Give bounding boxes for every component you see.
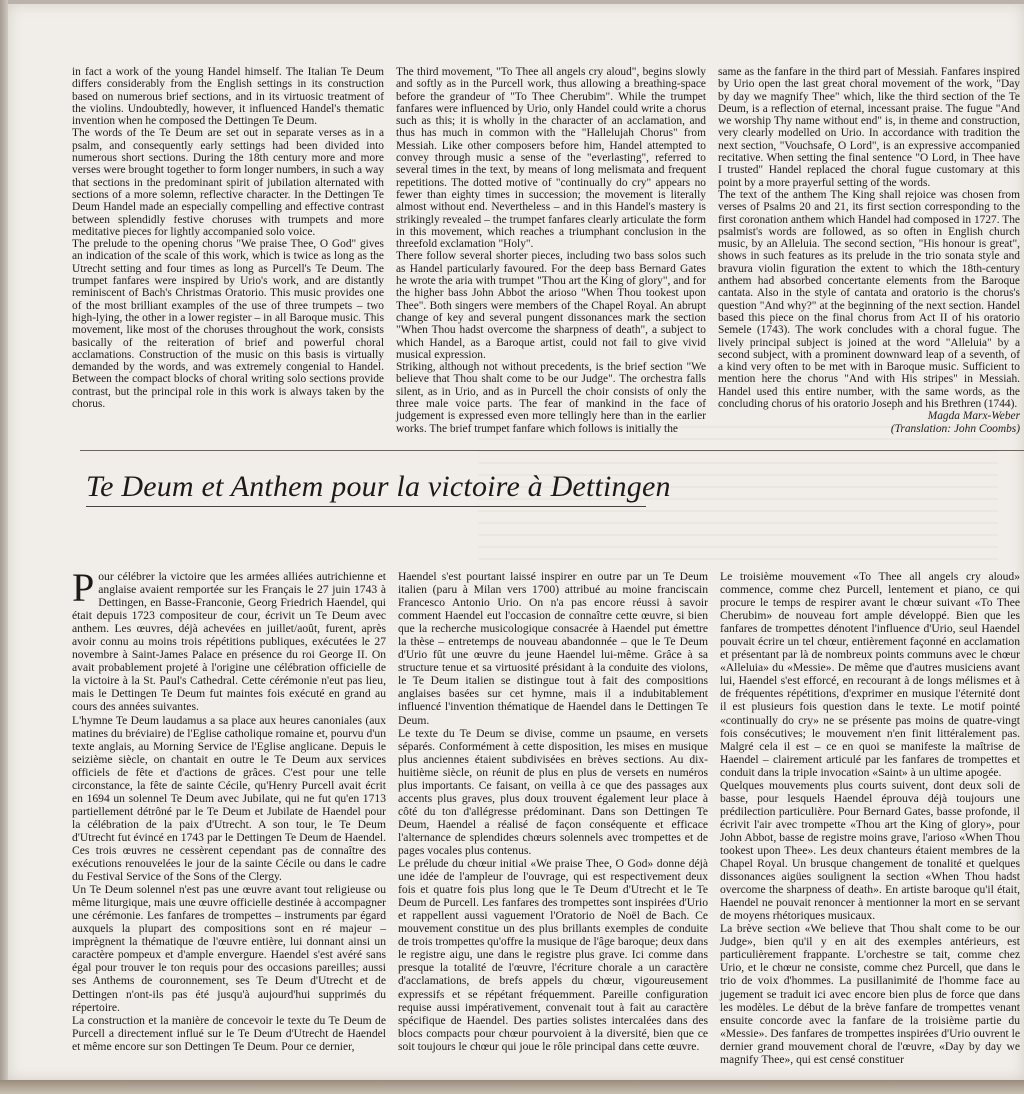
page-left-edge [0,0,8,1094]
paragraph: Le texte du Te Deum se divise, comme un psaume, en versets séparés. Conformément à cette disposition, les mises en musique plus anciennes étaient subdivisées en brèves sections. Au dix-huitième siècle, on réunit de plus en plus de versets en numéros plus importants. Ce faisant, on veilla à ce que des passages aux accents plus graves, plus doux trouvent également leur place à côté du ton d'allégresse prédominant. Dans son Dettingen Te Deum, Haendel a réalisé de façon conséquente et efficace l'alternance de splendides chœurs solennels avec trompettes et de pages vocales plus contenus. [398,726,708,857]
english-column-1 [72,66,384,410]
french-column-1 [72,565,386,1053]
paragraph: The prelude to the opening chorus "We praise Thee, O God" gives an indication of the scale of this work, which is twice as long as the Utrecht setting and four times as long as Purcell's Te Deum. The trumpet fanfares were inspired by Urio's work, and are distantly reminiscent of Bach's Christmas Oratorio. This music provides one of the most brilliant examples of the use of three trumpets – two high-lying, the other in a lower register – in all Baroque music. This movement, like most of the choruses throughout the work, consists basically of the reiteration of brief and powerful choral acclamations. Construction of the music on this basis is virtually demanded by the words, and was extremely congenial to Handel. Between the compact blocks of choral writing solo sections provide contrast, but the principal role in this work is always taken by the chorus. [72,238,384,411]
paragraph: The words of the Te Deum are set out in separate verses as in a psalm, and consequently early settings had been divided into numerous short sections. During the 18th century more and more verses were brought together to form longer numbers, in such a way that sections in the predominant spirit of jubilation alternated with sections of a more solemn, reflective character. In the Dettingen Te Deum Handel made an especially compelling and effective contrast between splendidly festive choruses with trumpets and more meditative pieces for lightly accompanied solo voice. [72,127,384,238]
paragraph [72,565,386,714]
translator-credit: (Translation: John Coombs) [890,422,1020,435]
author-signature: Magda Marx-Weber [927,410,1020,423]
paragraph: L'hymne Te Deum laudamus a sa place aux heures canoniales (aux matines du bréviaire) de l'Eglise catholique romaine et, pourvu d'un texte anglais, au Morning Service de l'Eglise anglicane. Depuis le seizième siècle, on chantait en outre le Te Deum aux services officiels de fête et d'actions de grâces. C'est pour une telle circonstance, la fête de sainte Cécile, qu'Henry Purcell avait écrit en 1694 un solennel Te Deum avec Jubilate, qui ne fut qu'en 1713 partiellement détrôné par le Te Deum et Jubilate de Haendel pour la célébration de la paix d'Utrecht. A son tour, le Te Deum d'Utrecht fut évincé en 1743 par le Dettingen Te Deum de Haendel. Ces trois œuvres ne cessèrent cependant pas de connaître des exécutions renouvelées le jour de la sainte Cécile ou dans le cadre du Festival Service of the Sons of the Clergy. [72,713,386,884]
paragraph: Quelques mouvements plus courts suivent, dont deux soli de basse, pour lesquels Haendel éprouva déjà toujours une prédilection particulière. Pour Bernard Gates, basse profonde, il écrivit l'air avec trompette «Thou art the King of glory», pour John Abbot, basse de registre moins grave, l'arioso «When Thou tookest upon Thee». Les deux chanteurs étaient membres de la Chapel Royal. Un brusque changement de tonalité et quelques dissonances aigües soulignent la section «When Thou hadst overcome the sharpness of death». En artiste baroque qu'il était, Haendel ne pouvait renoncer à mentionner la mort en se servant de moyens rhétoriques musicaux. [720,778,1020,923]
french-section-title: Te Deum et Anthem pour la victoire à Dettingen [86,470,671,503]
drop-cap: P [72,565,95,610]
paragraph: in fact a work of the young Handel himself. The Italian Te Deum differs considerably from the English settings in its construction based on numerous brief sections, and in its virtuosic treatment of the violins. Undoubtedly, however, it influenced Handel's thematic invention when he composed the Dettingen Te Deum. [72,66,384,128]
french-column-3 [720,570,1020,1066]
paragraph: Le troisième mouvement «To Thee all angels cry aloud» commence, comme chez Purcell, lentement et piano, ce qui procure le temps de respirer avant le chœur suivant «To Thee Cherubim» de nouveau fort ample développé. Bien que les fanfares de trompettes dénotent l'influence d'Urio, seul Haendel pouvait écrire un tel chœur, entièrement façonné en acclamation et présentant par là de nombreux points communs avec le chœur «Alleluia» du «Messie». De même que d'autres musiciens avant lui, Haendel s'est efforcé, en recourant à de longs mélismes et à de fréquentes répétitions, d'exprimer en musique l'éternité dont il est plusieurs fois question dans le texte. Le motif pointé «continually do cry» ne se présente pas moins de quatre-vingt fois consécutives; le mouvement n'en finit littéralement pas. Malgré cela il est – ce en quoi se manifeste la maîtrise de Haendel – clairement articulé par les fanfares de trompettes et conduit dans la triple invocation «Saint» à un ultime apogée. [720,570,1020,779]
paragraph: Striking, although not without precedents, is the brief section "We believe that Thou shalt come to be our Judge". The orchestra falls silent, as in Urio, and as in Purcell the choir consists of only the three male voice parts. The fear of mankind in the face of judgement is expressed even more tellingly here than in the earlier works. The brief trumpet fanfare which follows is initially the [396,361,706,435]
paragraph: La brève section «We believe that Thou shalt come to be our Judge», bien qu'il y en ait des exemples antérieurs, est particulièrement frappante. L'orchestre se tait, comme chez Urio, et le chœur ne consiste, comme chez Purcell, que dans le trio de voix d'hommes. La pusillanimité de l'homme face au jugement se traduit ici avec encore bien plus de force que dans les modèles. Le début de la brève fanfare de trompettes venant ensuite concorde avec la fanfare de la troisième partie du «Messie». Des fanfares de trompettes inspirées d'Urio ouvrent le dernier grand mouvement choral de l'œuvre, «Day by day we magnify Thee», qui est censé constituer [720,922,1020,1066]
paragraph: Un Te Deum solennel n'est pas une œuvre avant tout religieuse ou même liturgique, mais une œuvre officielle destinée à accompagner une cérémonie. Les fanfares de trompettes – instruments par égard auxquels la plupart des compositions sont en ré majeur – imprègnent la thématique de l'œuvre entière, lui donnant ainsi un caractère pompeux et d'ample envergure. Haendel s'est avéré sans égal pour trouver le ton requis pour des occasions pareilles; aussi ses Anthems de couronnement, ses Te Deum d'Utrecht et de Dettingen n'ont-ils pas été jusqu'à aujourd'hui supprimés du répertoire. [72,883,386,1014]
paragraph: La construction et la manière de concevoir le texte du Te Deum de Purcell a directement influé sur le Te Deum d'Utrecht de Haendel et même encore sur son Dettingen Te Deum. Pour ce dernier, [72,1013,386,1053]
french-column-2 [398,570,708,1053]
paragraph: The third movement, "To Thee all angels cry aloud", begins slowly and softly as in the Purcell work, thus allowing a breathing-space before the grandeur of "To Thee Cherubim". While the trumpet fanfares were influenced by Urio, only Handel could write a chorus such as this; it is wholly in the character of an acclamation, and thus has much in common with the "Hallelujah Chorus" from Messiah. Like other composers before him, Handel attempted to convey through music a sense of the "everlasting", referred to several times in the text, by means of long melismata and frequent repetitions. The dotted motive of "continually do cry" appears no fewer than eighty times in succession; the movement is literally almost without end. Nevertheless – and in this Handel's mastery is strikingly revealed – the trumpet fanfares clearly articulate the form in this movement, which reaches a triumphant conclusion in the threefold exclamation "Holy". [396,66,706,251]
paragraph: There follow several shorter pieces, including two bass solos such as Handel particularly favoured. For the deep bass Bernard Gates he wrote the aria with trumpet "Thou art the King of glory", and for the higher bass John Abbot the arioso "When Thou tookest upon Thee". Both singers were members of the Chapel Royal. An abrupt change of key and several pungent dissonances mark the section "When Thou hadst overcome the sharpness of death", a subject to which Handel, as a Baroque artist, could not fail to give vivid musical expression. [396,250,706,361]
booklet-page [8,4,1024,1080]
section-divider [80,450,1024,451]
paragraph: The text of the anthem The King shall rejoice was chosen from verses of Psalms 20 and 21, its first section corresponding to the first coronation anthem which Handel had composed in 1727. The psalmist's words are followed, as so often in English church music, by an Alleluia. The second section, "His honour is great", shows in such features as its prelude in the trio sonata style and bravura violin figuration the extent to which the 18th-century anthem had absorbed concertante elements from the Baroque cantata. Also in the style of cantata and oratorio is the chorus's question "And why?" at the beginning of the next section. Handel based this piece on the final chorus from Act II of his oratorio Semele (1743). The work concludes with a choral fugue. The lively principal subject is joined at the word "Alleluia" by a second subject, with a prominent downward leap of a seventh, of a kind very often to be met with in Baroque music. Sufficient to mention here the chorus "And with His stripes" in Messiah. Handel used this entire number, with the same words, as the concluding chorus of his oratorio Joseph and his Brethren (1744). [718,188,1020,411]
english-column-3 [718,66,1020,435]
paragraph: Haendel s'est pourtant laissé inspirer en outre par un Te Deum italien (paru à Milan vers 1700) attribué au moine franciscain Francesco Antonio Urio. On n'a pas encore réussi à savoir comment Haendel eut l'occasion de connaître cette œuvre, si bien que la recherche musicologique consacrée à Haendel put émettre la thèse – entretemps de nouveau abandonnée – que le Te Deum d'Urio fût une œuvre du jeune Haendel lui-même. Grâce à sa structure tenue et sa virtuosité présidant à la conduite des violons, le Te Deum italien se distingue tout à fait des compositions anglaises basées sur cet hymne, mais il a indubitablement influencé l'invention thématique de Haendel dans le Dettingen Te Deum. [398,570,708,727]
paragraph-text: our célébrer la victoire que les armées alliées autrichienne et anglaise avaient remportée sur les Français le 27 juin 1743 à Dettingen, en Basse-Franconie, Georg Friedrich Haendel, qui était depuis 1723 compositeur de cour, écrivit un Te Deum avec anthem. Les œuvres, déjà achevées en juillet/août, furent, après avoir connu au moins trois répétitions publiques, exécutées le 27 novembre à Saint-James Palace en présence du roi George II. On avait probablement projeté à l'origine une célébration officielle de la victoire à la St. Paul's Cathedral. Cette cérémonie n'eut pas lieu, mais le Dettingen Te Deum fut maintes fois exécuté en grand au cours des années suivantes. [72,570,386,714]
paragraph: same as the fanfare in the third part of Messiah. Fanfares inspired by Urio open the last great choral movement of the work, "Day by day we magnify Thee" which, like the third section of the Te Deum, is a reflection of eternal, incessant praise. The fugue "And we worship Thy name without end" is, in theme and construction, very clearly modelled on Urio. In accordance with tradition the next section, "Vouchsafe, O Lord", is an expressive accompanied recitative. When setting the final sentence "O Lord, in Thee have I trusted" Handel replaced the choral fugue customary at this point by a more prayerful setting of the words. [718,66,1020,189]
paragraph: Le prélude du chœur initial «We praise Thee, O God» donne déjà une idée de l'ampleur de l'ouvrage, qui est respectivement deux fois et quatre fois plus long que le Te Deum d'Utrecht et le Te Deum de Purcell. Les fanfares des trompettes sont inspirées d'Urio et rappellent aussi vaguement l'Oratorio de Noël de Bach. Ce mouvement constitue un des plus brillants exemples de conduite de trois trompettes qu'offre la musique de l'âge baroque; deux dans le registre aigu, une dans le registre plus grave. Ici comme dans presque la totalité de l'œuvre, l'écriture chorale a un caractère d'acclamations, de brefs appels du chœur, vigoureusement expressifs et se répétant fréquemment. Pareille configuration requise aussi impérativement, convenait tout à fait au caractère spécifique de Haendel. Des parties solistes intercalées dans des blocs compacts pour chœur pourvoient à la diversité, bien que ce soit toujours le chœur qui joue le rôle principal dans cette œuvre. [398,857,708,1053]
english-column-2 [396,66,706,435]
title-underline [86,506,646,507]
page-bottom-edge [0,1080,1024,1094]
